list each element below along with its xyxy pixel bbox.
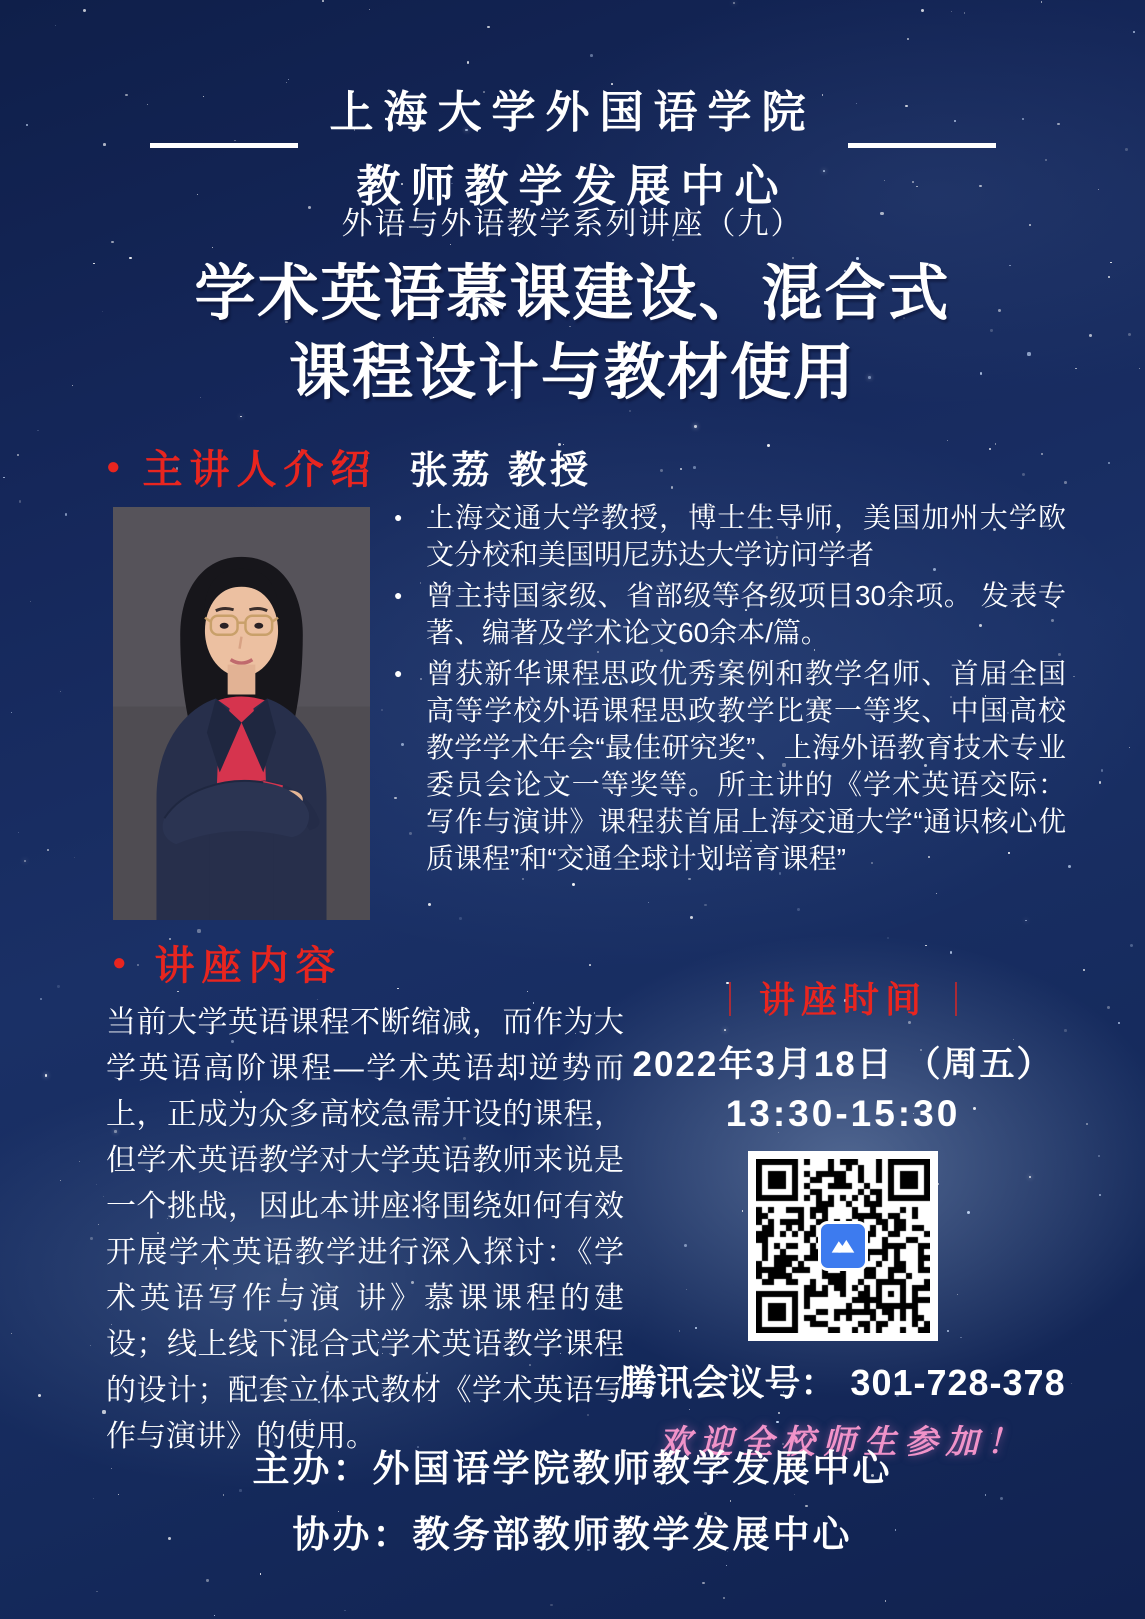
qr-code	[748, 1151, 938, 1341]
poster-title	[0, 254, 1145, 413]
lecture-abstract: 当前大学英语课程不断缩减，而作为大学英语高阶课程—学术英语却逆势而上，正成为众多高校急需开设的课程，但学术英语教学对大学英语教师来说是一个挑战，因此本讲座将围绕如何有效开展学术英语教学进行深入探讨：《学术英语写作与演 讲》慕课课程的建设；线上线下混合式学术英语教学课程的设计；配套立体式教材《学术英语写作与演讲》的使用。	[106, 1006, 624, 1453]
left-divider-line	[150, 143, 298, 148]
lecture-date: 2022年3月18日 （周五）	[632, 1045, 1054, 1084]
bio-bullet-3: ● 曾获新华课程思政优秀案例和教学名师、首届全国高等学校外语课程思政教学比赛一等奖、中国高校教学学术年会“最佳研究奖”、上海外语教育技术专业委员会论文一等奖等。所主讲的《学术英语交际：写作与演讲》课程获首届上海交通大学“通识核心优质课程”和“交通全球计划培育课程”	[394, 655, 1066, 877]
speaker-section-header	[106, 438, 592, 495]
cohost-line: 协办：教务部教师教学发展中心	[292, 1514, 853, 1555]
right-divider-line	[848, 143, 996, 148]
section-bullet-icon: ●	[112, 948, 127, 976]
heading-bar-left: ｜	[712, 982, 747, 1020]
lecture-time: 13:30-15:30	[725, 1093, 961, 1134]
section-bullet-icon: ●	[106, 452, 121, 480]
content-section-header	[112, 934, 343, 991]
speaker-bio-list	[394, 499, 1066, 881]
heading-bar-right: ｜	[939, 982, 973, 1020]
schedule-column	[618, 972, 1068, 1463]
tencent-meeting-mark	[826, 1229, 860, 1263]
organization-title	[330, 76, 816, 214]
lecture-series-subtitle: 外语与外语教学系列讲座（九）	[341, 206, 804, 241]
meeting-number-row	[618, 1355, 1068, 1406]
bio-bullet-1: ● 上海交通大学教授，博士生导师，美国加州大学欧文分校和美国明尼苏达大学访问学者	[394, 499, 1066, 573]
header	[0, 76, 1145, 214]
host-line: 主办：外国语学院教师教学发展中心	[252, 1448, 893, 1489]
time-section-heading: 讲座时间	[758, 979, 927, 1020]
speaker-section-heading: 主讲人介绍	[142, 448, 378, 492]
organization-line1: 上海大学外国语学院	[329, 88, 816, 137]
speaker-portrait-illustration	[113, 507, 370, 920]
speaker-name: 张荔 教授	[409, 450, 593, 492]
meeting-number-value: 301-728-378	[850, 1362, 1066, 1403]
footer	[0, 1438, 1145, 1570]
meeting-number-label: 腾讯会议号：	[620, 1362, 837, 1403]
time-section-header	[618, 972, 1068, 1023]
speaker-photo	[113, 507, 370, 920]
poster-title-line1: 学术英语慕课建设、混合式	[194, 259, 951, 327]
tencent-meeting-icon	[818, 1221, 868, 1271]
bio-bullet-2: ● 曾主持国家级、省部级等各级项目30余项。 发表专著、编著及学术论文60余本/篇。	[394, 577, 1066, 651]
content-section-heading: 讲座内容	[154, 944, 343, 988]
welcome-message: 欢迎全校师生参加！	[658, 1423, 1028, 1460]
poster-title-line2: 课程设计与教材使用	[288, 338, 856, 407]
organization-line2: 教师教学发展中心	[356, 162, 789, 211]
